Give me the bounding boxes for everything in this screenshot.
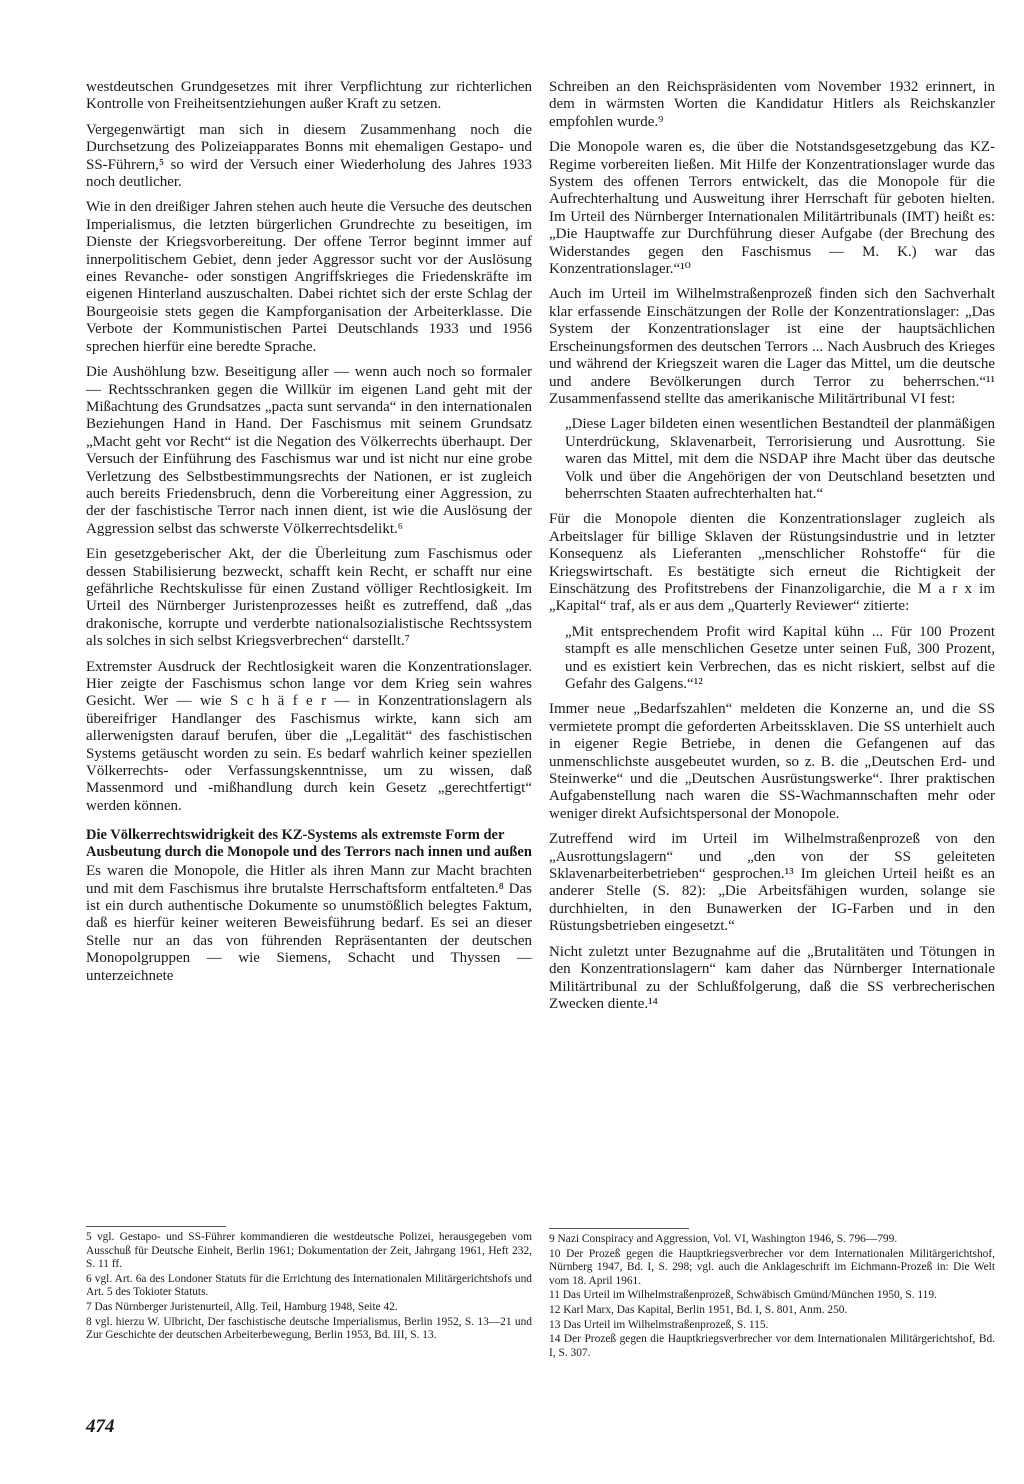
paragraph: Extremster Ausdruck der Rechtlosigkeit waren die Konzentrationslager. Hier zeigte der Faschismus schon lange vor dem Krieg sein wahres Gesicht. Wer — wie S c h ä f e r — in Konzentrationslagern als übereifriger Handlanger des Faschismus wirkte, kann sich am allerwenigsten darauf berufen, über die „Legalität“ des faschistischen Systems getäuscht worden zu sein. Es bedarf wahrlich keiner speziellen Völkerrechts- oder Verfassungskenntnisse, um zu wissen, daß Massenmord und -mißhandlung durch kein Gesetz „gerechtfertigt“ werden können. [86,658,532,814]
footnote: 6 vgl. Art. 6a des Londoner Statuts für die Errichtung des Internationalen Militärgerichtshofs und Art. 5 des Tokioter Statuts. [86,1272,532,1299]
footnote: 14 Der Prozeß gegen die Hauptkriegsverbrecher vor dem Internationalen Militärgerichtshof, Bd. I, S. 307. [549,1333,995,1359]
paragraph: Ein gesetzgeberischer Akt, der die Überleitung zum Faschismus oder dessen Stabilisierung bezweckt, schafft kein Recht, er schafft nur eine gefährliche Rechtskulisse für einen Zustand völliger Rechtlosigkeit. Im Urteil des Nürnberger Juristenprozesses heißt es zutreffend, daß „das drakonische, korrupte und verderbte nationalsozialistische Rechtssystem als solches in sich selbst Kriegsverbrechen“ darstellt.⁷ [86,546,532,650]
paragraph: westdeutschen Grundgesetzes mit ihrer Verpflichtung zur richterlichen Kontrolle von Freiheitsentziehungen außer Kraft zu setzen. [86,79,532,113]
paragraph: Die Aushöhlung bzw. Beseitigung aller — wenn auch noch so formaler — Rechtsschranken gegen die Willkür im eigenen Land geht mit der Mißachtung des Grundsatzes „pacta sunt servanda“ in den internationalen Beziehungen Hand in Hand. Der Faschismus mit seinem Grundsatz „Macht geht vor Recht“ ist die Negation des Völkerrechts überhaupt. Der Versuch der Einführung des Faschismus war und ist nicht nur eine grobe Verletzung des Selbstbestimmungsrechts der Nationen, er ist zugleich auch bereits Friedensbruch, denn die Vorbereitung einer Aggression, zu der der faschistische Terror nach innen dient, ist wie die Auslösung der Aggression selbst das schwerste Völkerrechtsdelikt.⁶ [86,364,532,537]
paragraph: Auch im Urteil im Wilhelmstraßenprozeß finden sich den Sachverhalt klar erfassende Einschätzungen der Rolle der Konzentrationslager: „Das System der Konzentrationslager ist eine der hauptsächlichen Erscheinungsformen des deutschen Terrors ... Nach Ausbruch des Krieges und während der Kriegszeit waren die Lager das Mittel, um die deutsche und andere Bevölkerungen durch Terror zu beherrschen.“¹¹ Zusammenfassend stellte das amerikanische Militärtribunal VI fest: [549,286,995,407]
right-column [549,79,995,1021]
paragraph: Für die Monopole dienten die Konzentrationslager zugleich als Arbeitslager für billige Sklaven der Rüstungsindustrie und in letzter Konsequenz als Lieferanten „menschlicher Rohstoffe“ für die Kriegswirtschaft. Es bestätigte sich erneut die Richtigkeit der Einschätzung des Profitstrebens der Finanzoligarchie, die M a r x im „Kapital“ traf, als er aus dem „Quarterly Reviewer“ zitierte: [549,511,995,615]
footnote-rule [549,1228,689,1229]
footnote-rule [86,1226,226,1227]
footnote: 11 Das Urteil im Wilhelmstraßenprozeß, Schwäbisch Gmünd/München 1950, S. 119. [549,1289,937,1302]
footnote: 5 vgl. Gestapo- und SS-Führer kommandieren die westdeutsche Polizei, herausgegeben vom Ausschuß für Deutsche Einheit, Berlin 1961; Dokumentation der Zeit, Jahrgang 1961, Heft 232, S. 11 ff. [86,1231,532,1271]
block-quote: „Mit entsprechendem Profit wird Kapital kühn ... Für 100 Prozent stampft es alle menschlichen Gesetze unter seinen Fuß, 300 Prozent, und es existiert kein Verbrechen, das es nicht riskiert, selbst auf die Gefahr des Galgens.“¹² [565,623,995,692]
footnote: 9 Nazi Conspiracy and Aggression, Vol. VI, Washington 1946, S. 796—799. [549,1233,898,1245]
page-number: 474 [86,1416,115,1437]
paragraph: Es waren die Monopole, die Hitler als ihren Mann zur Macht brachten und mit dem Faschismus ihre brutalste Herrschaftsform entfalteten.⁸ Das ist ein durch authentische Dokumente so unumstößlich belegtes Faktum, daß es hierfür keiner weiteren Beweisführung bedarf. Es sei an dieser Stelle nur an das von führenden Repräsentanten der deutschen Monopolgruppen — wie Siemens, Schacht und Thyssen — unterzeichnete [86,863,532,984]
section-heading: Die Völkerrechtswidrigkeit des KZ-Systems als extremste Form der Ausbeutung durch die Monopole und des Terrors nach innen und außen [86,827,532,861]
paragraph: Wie in den dreißiger Jahren stehen auch heute die Versuche des deutschen Imperialismus, die letzten bürgerlichen Grundrechte zu beseitigen, im Dienste der Kriegsvorbereitung. Der offene Terror beginnt immer auf innerpolitischem Gebiet, denn jeder Aggressor sucht vor der Auslösung eines Revanche- oder sonstigen Angriffskrieges die Friedenskräfte im eigenen Hinterland auszuschalten. Dabei richtet sich der erste Schlag der Bourgeoisie stets gegen die Kampforganisation der Arbeiterklasse. Die Verbote der Kommunistischen Partei Deutschlands 1933 und 1956 sprechen hierfür eine beredte Sprache. [86,199,532,355]
footnote: 13 Das Urteil im Wilhelmstraßenprozeß, S. 115. [549,1318,769,1331]
paragraph: Immer neue „Bedarfszahlen“ meldeten die Konzerne an, und die SS vermietete prompt die geforderten Arbeitssklaven. Die SS unterhielt auch in eigener Regie Betriebe, in denen die Gefangenen auf das unmenschlichste ausgebeutet wurden, so z. B. die „Deutschen Erd- und Steinwerke“ und die „Deutschen Ausrüstungswerke“. Ihrer praktischen Aufgabenstellung nach waren die SS-Wachmannschaften mehr oder weniger direkt Aufsichtspersonal der Monopole. [549,701,995,822]
paragraph: Die Monopole waren es, die über die Notstandsgesetzgebung das KZ-Regime vorbereiten ließen. Mit Hilfe der Konzentrationslager wurde das System des offenen Terrors entwickelt, das die Monopole für die Aufrechterhaltung und Ausweitung ihrer Herrschaft für geboten hielten. Im Urteil des Nürnberger Internationalen Militärtribunals (IMT) heißt es: „Die Hauptwaffe zur Durchführung dieser Aufgabe (der Brechung des Widerstandes gegen den Faschismus — M. K.) war das Konzentrationslager.“¹⁰ [549,139,995,278]
footnote: 10 Der Prozeß gegen die Hauptkriegsverbrecher vor dem Internationalen Militärgerichtshof, Nürnberg 1947, Bd. I, S. 298; vgl. auch die Anklageschrift im Eichmann-Prozeß in: Die Welt vom 18. April 1961. [549,1247,995,1287]
paragraph: Nicht zuletzt unter Bezugnahme auf die „Brutalitäten und Tötungen in den Konzentrationslagern“ kam daher das Nürnberger Internationale Militärtribunal zu der Schlußfolgerung, daß die SS verbrecherischen Zwecken diente.¹⁴ [549,943,995,1012]
footnotes-left [86,1226,532,1344]
footnote: 7 Das Nürnberger Juristenurteil, Allg. Teil, Hamburg 1948, Seite 42. [86,1300,398,1313]
footnotes-right [549,1228,995,1361]
footnote: 12 Karl Marx, Das Kapital, Berlin 1951, Bd. I, S. 801, Anm. 250. [549,1303,848,1316]
paragraph: Vergegenwärtigt man sich in diesem Zusammenhang noch die Durchsetzung des Polizeiapparates Bonns mit ehemaligen Gestapo- und SS-Führern,⁵ so wird der Versuch einer Wiederholung des Jahres 1933 noch deutlicher. [86,121,532,191]
block-quote: „Diese Lager bildeten einen wesentlichen Bestandteil der planmäßigen Unterdrückung, Sklavenarbeit, Terrorisierung und Ausrottung. Sie waren das Mittel, mit dem die NSDAP ihre Macht über das deutsche Volk und über die Angehörigen der von Deutschland besetzten und beherrschten Staaten aufrechterhalten hat.“ [565,416,995,502]
left-column [86,79,532,993]
footnote: 8 vgl. hierzu W. Ulbricht, Der faschistische deutsche Imperialismus, Berlin 1952, S. 13—21 und Zur Geschichte der deutschen Arbeiterbewegung, Berlin 1953, Bd. III, S. 13. [86,1315,532,1342]
paragraph: Schreiben an den Reichspräsidenten vom November 1932 erinnert, in dem in wärmsten Worten die Kandidatur Hitlers als Reichskanzler empfohlen wurde.⁹ [549,79,995,130]
paragraph: Zutreffend wird im Urteil im Wilhelmstraßenprozeß von den „Ausrottungslagern“ und „den von der SS geleiteten Sklavenarbeiterbetrieben“ gesprochen.¹³ Im gleichen Urteil heißt es an anderer Stelle (S. 82): „Die Arbeitsfähigen wurden, solange sie durchhielten, in den Bunawerken der IG-Farben und in den Rüstungsbetrieben eingesetzt.“ [549,831,995,935]
